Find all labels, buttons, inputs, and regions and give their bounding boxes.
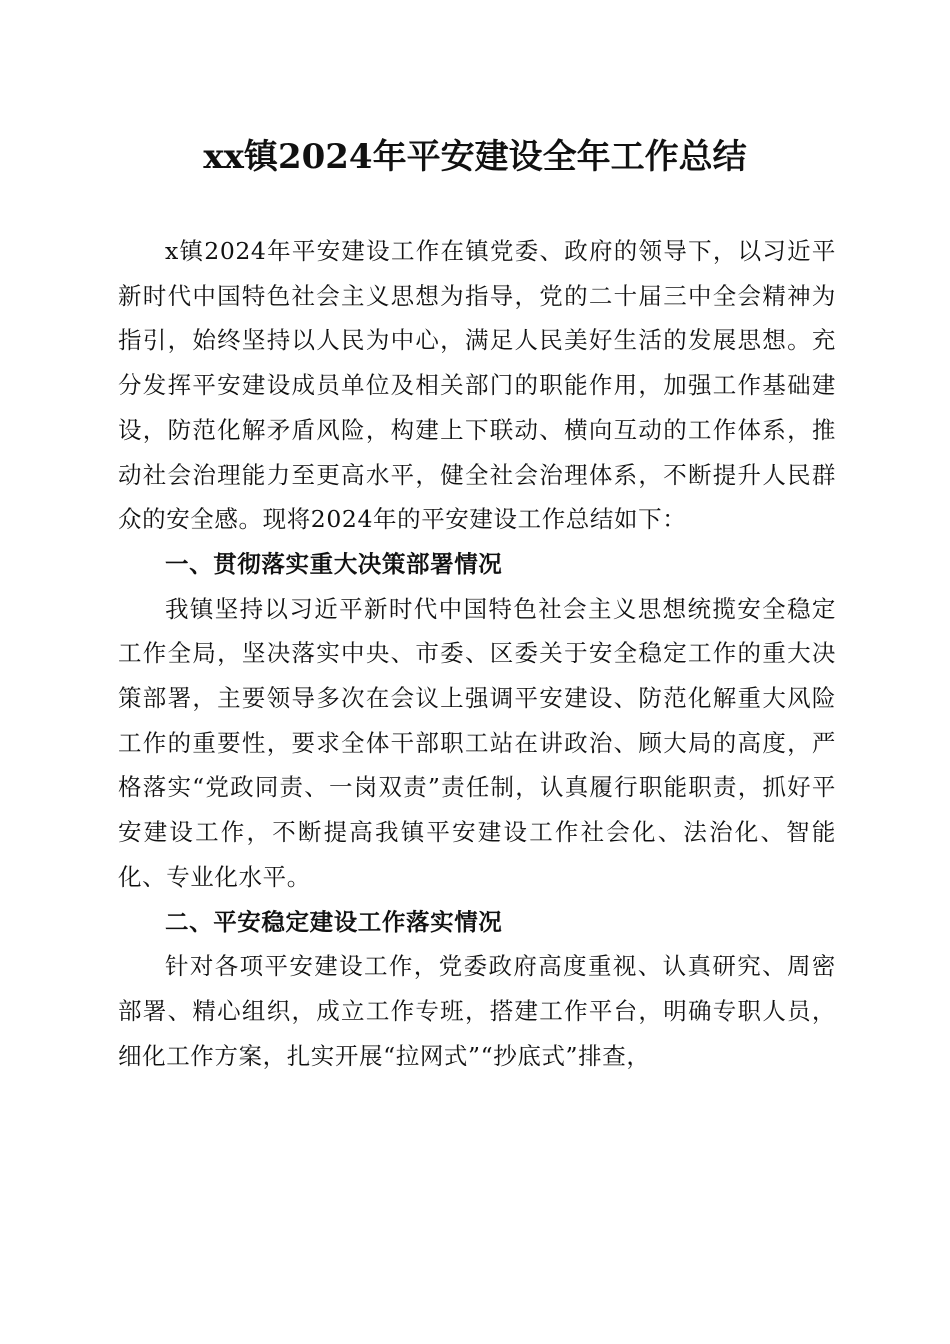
section-1-heading: 一、贯彻落实重大决策部署情况 xyxy=(165,549,503,578)
intro-paragraph: x镇2024年平安建设工作在镇党委、政府的领导下，以习近平新时代中国特色社会主义思想为指导，党的二十届三中全会精神为指引，始终坚持以人民为中心，满足人民美好生活的发展思想。充分发挥平安建设成员单位及相关部门的职能作用，加强工作基础建设，防范化解矛盾风险，构建上下联动、横向互动的工作体系，推动社会治理能力至更高水平，健全社会治理体系，不断提升人民群众的安全感。现将2024年的平安建设工作总结如下： xyxy=(118,237,836,534)
section-2-heading: 二、平安稳定建设工作落实情况 xyxy=(165,907,503,936)
section-1-paragraph: 我镇坚持以习近平新时代中国特色社会主义思想统揽安全稳定工作全局，坚决落实中央、市委、区委关于安全稳定工作的重大决策部署，主要领导多次在会议上强调平安建设、防范化解重大风险工作的重要性，要求全体干部职工站在讲政治、顾大局的高度，严格落实“党政同责、一岗双责”责任制，认真履行职能职责，抓好平安建设工作，不断提高我镇平安建设工作社会化、法治化、智能化、专业化水平。 xyxy=(118,594,836,891)
section-2-paragraph: 针对各项平安建设工作，党委政府高度重视、认真研究、周密部署、精心组织，成立工作专班，搭建工作平台，明确专职人员，细化工作方案，扎实开展“拉网式”“抄底式”排查， xyxy=(118,952,836,1070)
document-title: xx镇2024年平安建设全年工作总结 xyxy=(203,137,747,177)
document-body xyxy=(118,229,836,1078)
